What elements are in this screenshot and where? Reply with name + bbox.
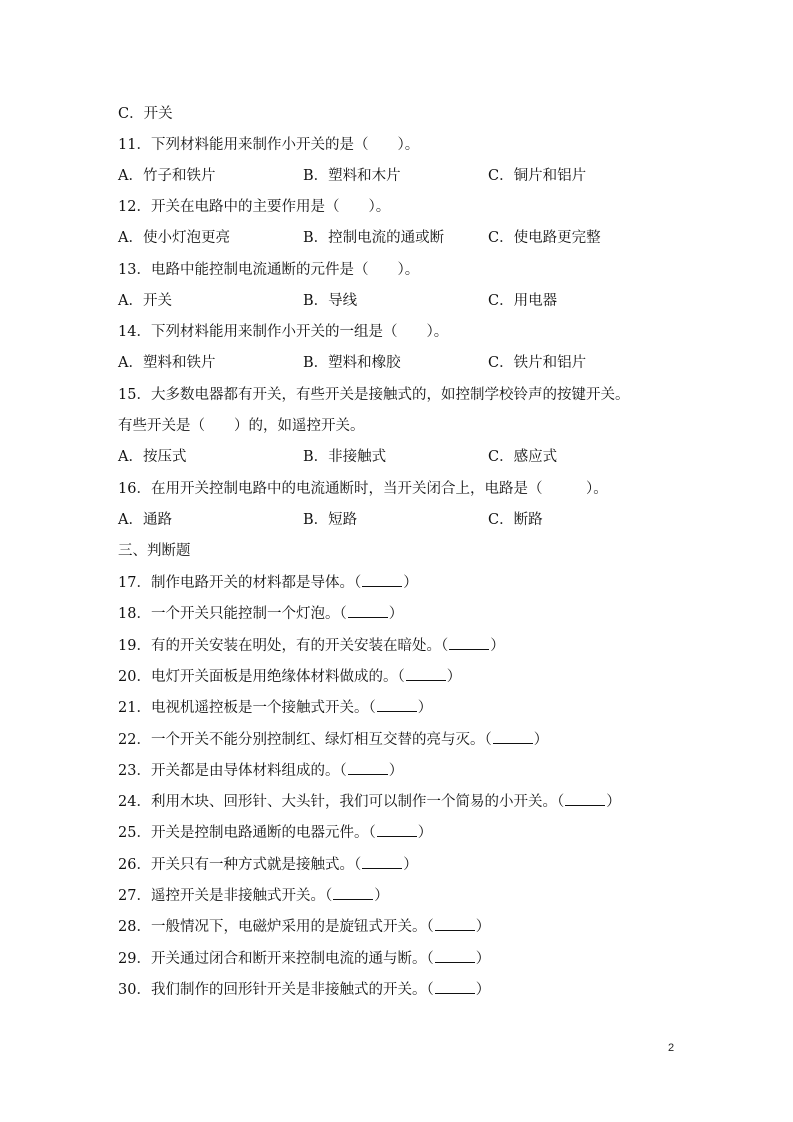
option-c: C．铁片和铝片	[488, 355, 587, 371]
question-13-options	[118, 291, 557, 311]
paren-open: （	[339, 606, 347, 622]
paren-open: （	[368, 700, 376, 716]
true-false-item	[118, 666, 461, 687]
option-c: C．用电器	[488, 293, 558, 309]
paren-close: ）	[417, 700, 433, 716]
true-false-item	[118, 572, 418, 593]
true-false-item	[118, 729, 548, 750]
question-16-options	[118, 510, 543, 530]
question-11-options	[118, 166, 586, 186]
option-c: C．感应式	[488, 449, 558, 465]
paren-close: ）	[606, 794, 621, 810]
paren-close: ）	[446, 669, 462, 685]
paren-open: （	[484, 732, 492, 748]
true-false-item	[118, 603, 403, 624]
paren-open: （	[426, 919, 434, 935]
statement-text: 29．开关通过闭合和断开来控制电流的通与断。	[118, 951, 427, 967]
paren-close: ）	[490, 638, 505, 654]
paren-close: ）	[403, 857, 418, 873]
option-b: B．塑料和橡胶	[303, 355, 401, 371]
question-15: 15．大多数电器都有开关，有些开关是接触式的，如控制学校铃声的按键开关。	[118, 387, 630, 403]
paren-open: （	[426, 982, 434, 998]
answer-blank[interactable]	[565, 791, 605, 806]
statement-text: 17．制作电路开关的材料都是导体。	[118, 575, 354, 591]
true-false-item	[118, 916, 490, 937]
option-c: C．铜片和铝片	[488, 168, 587, 184]
answer-blank[interactable]	[377, 822, 417, 837]
option-b: B．塑料和木片	[303, 168, 401, 184]
answer-blank[interactable]	[406, 666, 446, 681]
statement-text: 20．电灯开关面板是用绝缘体材料做成的。	[118, 669, 398, 685]
paren-close: ）	[533, 732, 549, 748]
question-13: 13．电路中能控制电流通断的元件是（ ）。	[118, 262, 420, 278]
option-a: A．通路	[118, 512, 172, 528]
option-a: A．开关	[118, 293, 172, 309]
paren-open: （	[397, 669, 405, 685]
paren-close: ）	[388, 606, 404, 622]
option-a: A．按压式	[118, 449, 187, 465]
statement-text: 30．我们制作的回形针开关是非接触式的开关。	[118, 982, 427, 998]
option-b: B．非接触式	[303, 449, 387, 465]
paren-open: （	[426, 951, 434, 967]
true-false-item	[118, 854, 418, 875]
section-heading-true-false: 三、判断题	[118, 543, 191, 559]
paren-open: （	[339, 763, 347, 779]
statement-text: 24．利用木块、回形针、大头针，我们可以制作一个简易的小开关。	[118, 794, 557, 810]
true-false-item	[118, 697, 432, 718]
question-14-options	[118, 353, 586, 373]
question-15-cont: 有些开关是（ ）的，如遥控开关。	[118, 418, 365, 434]
option-c-continued: C．开关	[118, 106, 173, 122]
option-a: A．竹子和铁片	[118, 168, 216, 184]
true-false-item	[118, 760, 403, 781]
paren-close: ）	[475, 982, 491, 998]
statement-text: 26．开关只有一种方式就是接触式。	[118, 857, 354, 873]
paren-open: （	[368, 825, 376, 841]
question-12-options	[118, 228, 601, 248]
paren-open: （	[440, 638, 449, 654]
true-false-item	[118, 885, 389, 906]
answer-blank[interactable]	[362, 854, 402, 869]
true-false-item	[118, 822, 432, 843]
page-number: 2	[668, 1042, 675, 1054]
option-b: B．控制电流的通或断	[303, 230, 445, 246]
answer-blank[interactable]	[348, 603, 388, 618]
question-16: 16．在用开关控制电路中的电流通断时，当开关闭合上，电路是（ ）。	[118, 481, 608, 497]
statement-text: 27．遥控开关是非接触式开关。	[118, 888, 325, 904]
true-false-item	[118, 948, 490, 969]
paren-close: ）	[417, 825, 433, 841]
question-14: 14．下列材料能用来制作小开关的一组是（ ）。	[118, 324, 449, 340]
option-c: C．使电路更完整	[488, 230, 601, 246]
option-c: C．断路	[488, 512, 543, 528]
answer-blank[interactable]	[435, 916, 475, 931]
option-b: B．短路	[303, 512, 358, 528]
true-false-item	[118, 791, 621, 812]
paren-open: （	[556, 794, 565, 810]
question-15-options	[118, 447, 557, 467]
statement-text: 19．有的开关安装在明处，有的开关安装在暗处。	[118, 638, 441, 654]
paren-open: （	[353, 857, 362, 873]
paren-close: ）	[388, 763, 404, 779]
question-12: 12．开关在电路中的主要作用是（ ）。	[118, 199, 391, 215]
statement-text: 28．一般情况下，电磁炉采用的是旋钮式开关。	[118, 919, 427, 935]
paren-close: ）	[475, 951, 491, 967]
answer-blank[interactable]	[362, 572, 402, 587]
true-false-item	[118, 635, 505, 656]
answer-blank[interactable]	[449, 635, 489, 650]
true-false-item	[118, 979, 490, 1000]
paren-open: （	[324, 888, 333, 904]
option-b: B．导线	[303, 293, 358, 309]
paren-open: （	[353, 575, 362, 591]
paren-close: ）	[403, 575, 418, 591]
statement-text: 22．一个开关不能分别控制红、绿灯相互交替的亮与灭。	[118, 732, 485, 748]
statement-text: 25．开关是控制电路通断的电器元件。	[118, 825, 369, 841]
question-11: 11．下列材料能用来制作小开关的是（ ）。	[118, 137, 420, 153]
answer-blank[interactable]	[333, 885, 373, 900]
answer-blank[interactable]	[377, 697, 417, 712]
option-a: A．塑料和铁片	[118, 355, 216, 371]
statement-text: 23．开关都是由导体材料组成的。	[118, 763, 340, 779]
answer-blank[interactable]	[435, 979, 475, 994]
paren-close: ）	[374, 888, 389, 904]
answer-blank[interactable]	[348, 760, 388, 775]
statement-text: 18．一个开关只能控制一个灯泡。	[118, 606, 340, 622]
answer-blank[interactable]	[493, 729, 533, 744]
paren-close: ）	[475, 919, 491, 935]
statement-text: 21．电视机遥控板是一个接触式开关。	[118, 700, 369, 716]
option-a: A．使小灯泡更亮	[118, 230, 230, 246]
answer-blank[interactable]	[435, 948, 475, 963]
